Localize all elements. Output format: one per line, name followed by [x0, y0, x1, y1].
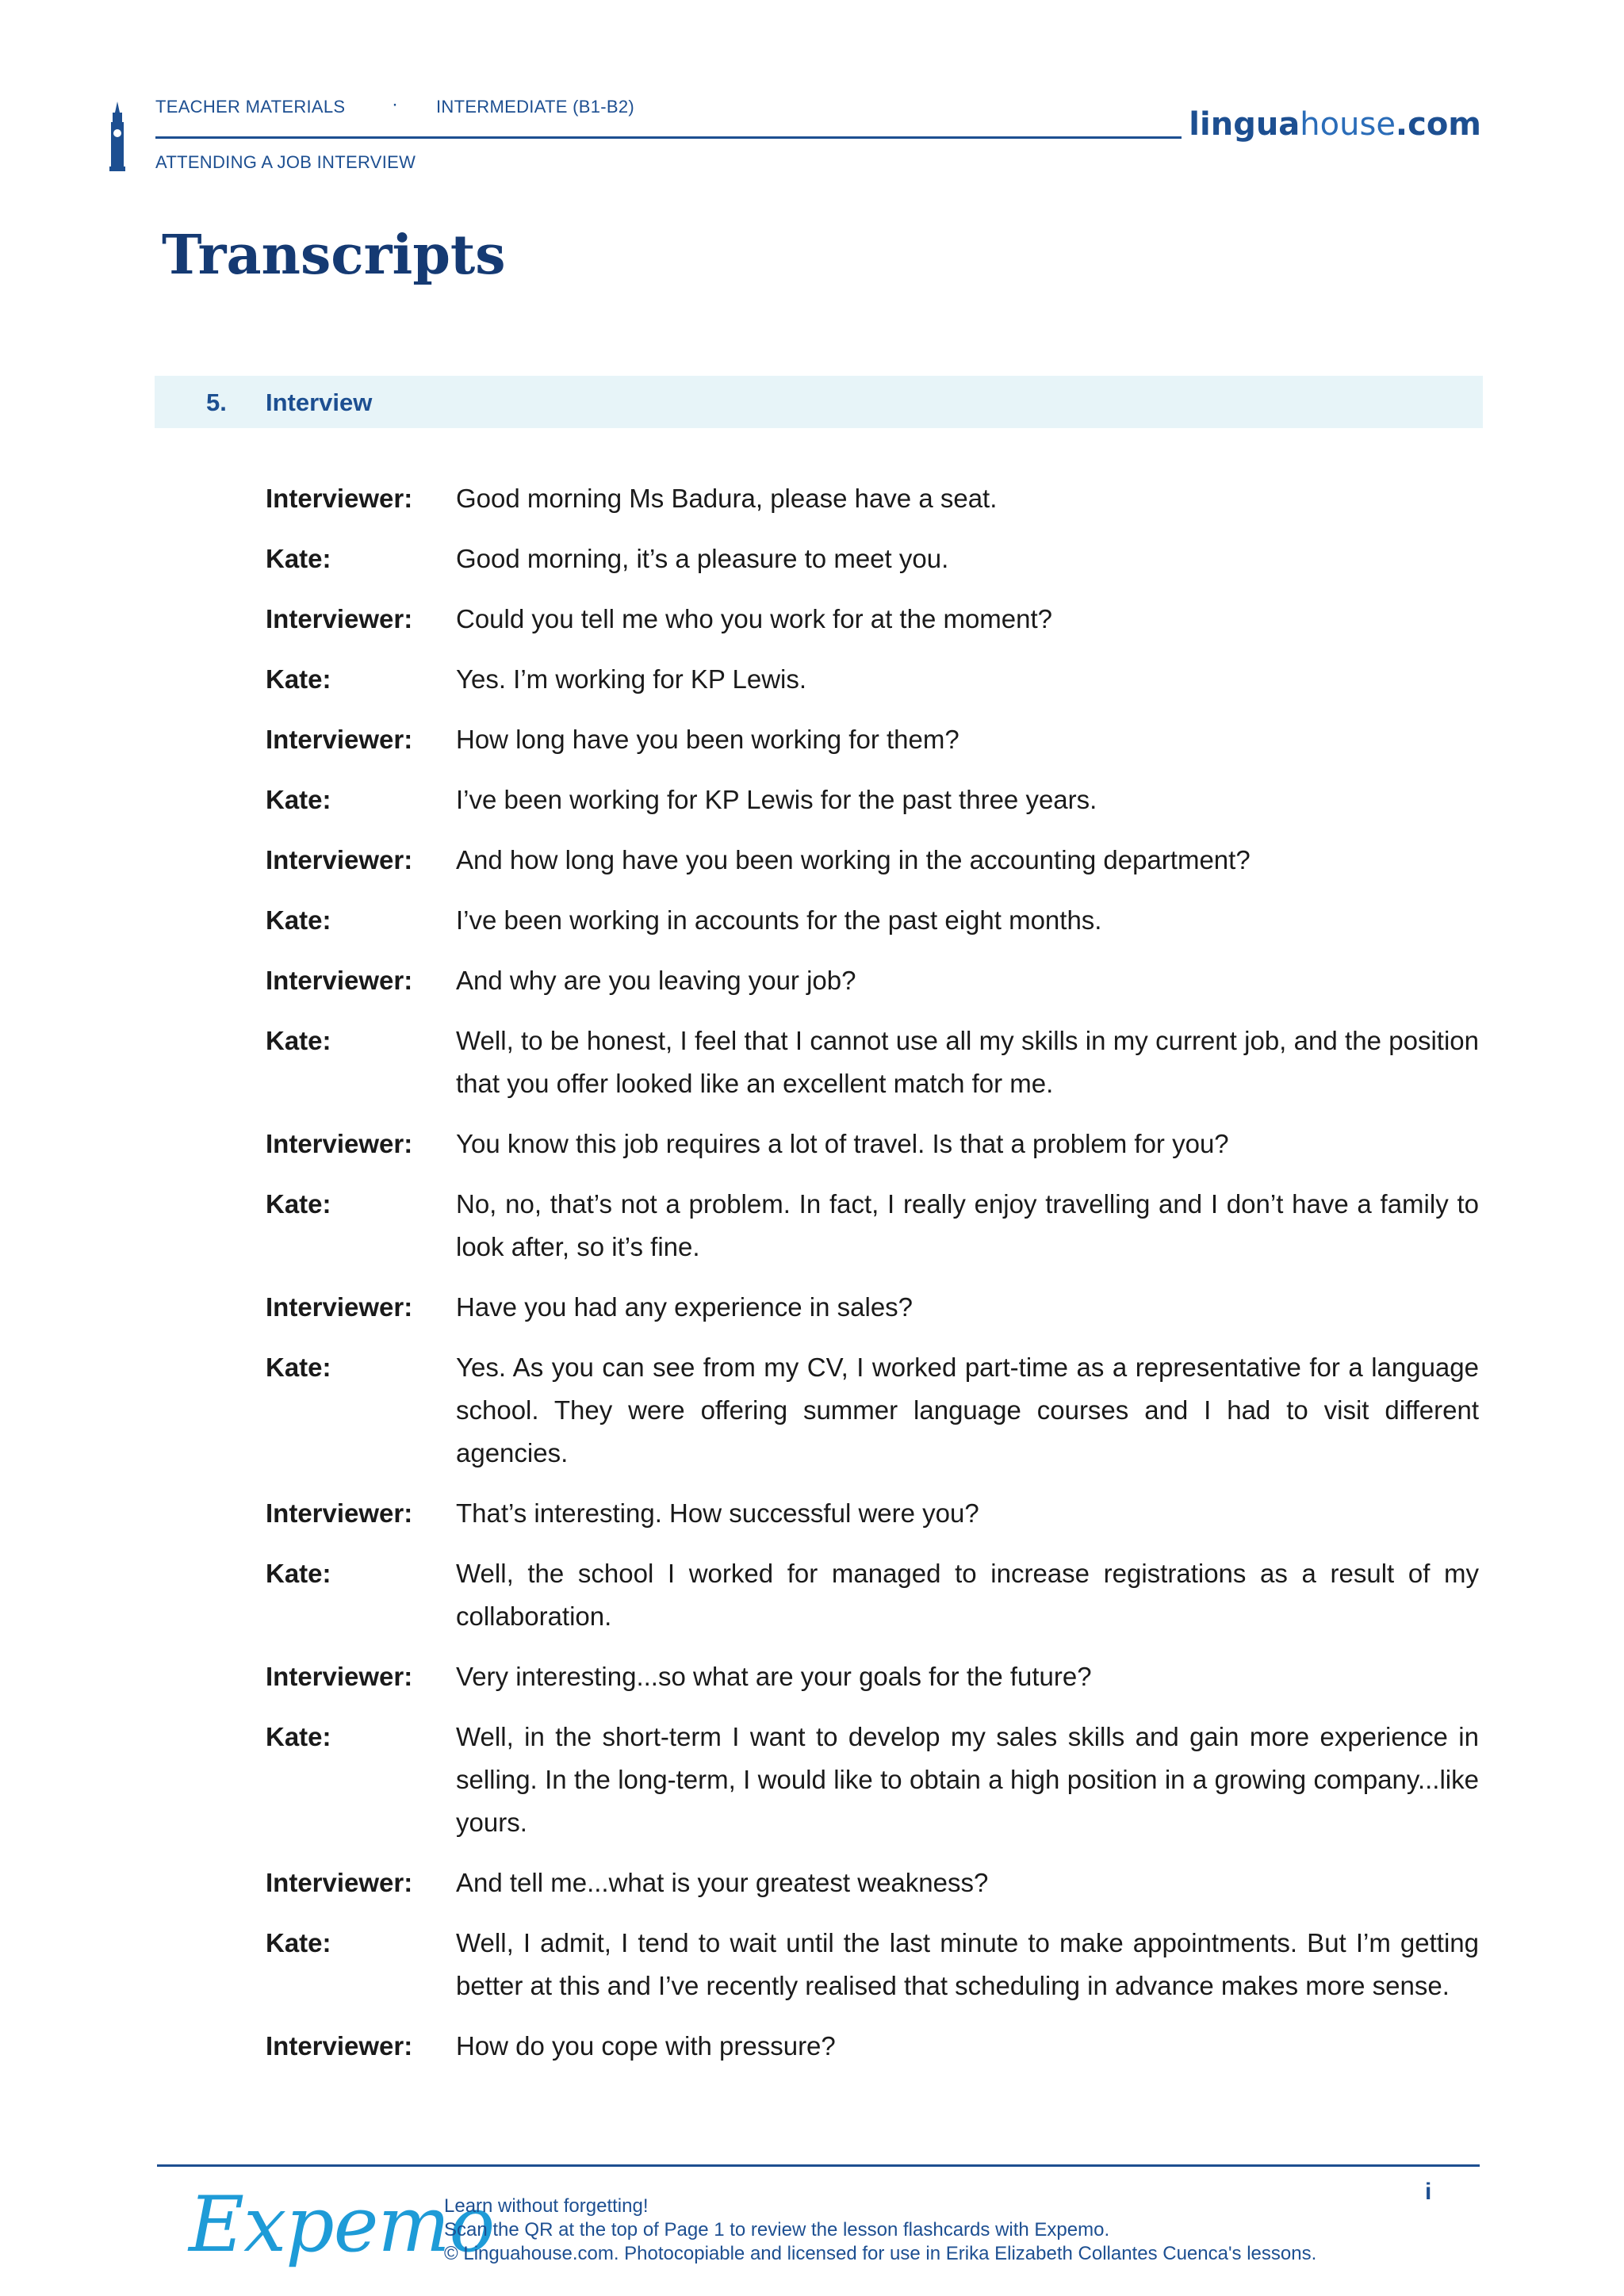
dialogue-text: Good morning, it’s a pleasure to meet you.: [456, 544, 949, 573]
dialogue-text: I’ve been working in accounts for the past eight months.: [456, 905, 1102, 935]
section-title: Interview: [266, 388, 373, 416]
footer-line-2: Scan the QR at the top of Page 1 to review the lesson flashcards with Expemo.: [444, 2219, 1110, 2241]
speaker-label: Kate:: [266, 1559, 331, 1588]
dialogue-line: [266, 959, 1479, 1002]
dialogue-text: Very interesting...so what are your goals for the future?: [456, 1662, 1092, 1691]
speaker-label: Kate:: [266, 544, 331, 573]
dialogue-line: [266, 658, 1479, 701]
dialogue-line: [266, 2025, 1479, 2068]
dialogue-text: No, no, that’s not a problem. In fact, I really enjoy travelling and I don’t have a family to look after, so it’s fine.: [456, 1189, 1479, 1261]
brand-logo: [1189, 106, 1481, 143]
dialogue-text: Well, to be honest, I feel that I cannot use all my skills in my current job, and the position that you offer looked like an excellent match for me.: [456, 1026, 1479, 1098]
speaker-label: Kate:: [266, 1353, 331, 1382]
header-category: TEACHER MATERIALS: [155, 97, 346, 117]
dialogue-line: [266, 779, 1479, 821]
dialogue-line: [266, 1655, 1479, 1698]
dialogue-line: [266, 1286, 1479, 1329]
section-number: 5.: [206, 388, 227, 416]
dialogue-text: That’s interesting. How successful were you?: [456, 1498, 979, 1528]
page-number: i: [1425, 2179, 1432, 2205]
speaker-label: Kate:: [266, 1189, 331, 1219]
brand-light: house: [1300, 106, 1396, 143]
expemo-logo: Expemo: [189, 2180, 495, 2269]
dialogue-line: [266, 1020, 1479, 1105]
speaker-label: Interviewer:: [266, 845, 413, 874]
footer-line-1: Learn without forgetting!: [444, 2195, 649, 2217]
dialogue-text: Could you tell me who you work for at the moment?: [456, 604, 1053, 633]
dialogue-line: [266, 1862, 1479, 1904]
speaker-label: Kate:: [266, 1928, 331, 1957]
speaker-label: Kate:: [266, 1026, 331, 1055]
dialogue-line: [266, 1922, 1479, 2007]
transcript-dialogue: [266, 477, 1479, 2085]
speaker-label: Interviewer:: [266, 1868, 413, 1897]
dialogue-text: I’ve been working for KP Lewis for the past three years.: [456, 785, 1097, 814]
dialogue-line: [266, 1346, 1479, 1475]
brand-bold: lingua: [1189, 106, 1300, 143]
speaker-label: Interviewer:: [266, 725, 413, 754]
header-level: INTERMEDIATE (B1-B2): [436, 97, 635, 117]
header-separator: ·: [392, 94, 398, 115]
dialogue-line: [266, 477, 1479, 520]
dialogue-text: How long have you been working for them?: [456, 725, 959, 754]
dialogue-text: And how long have you been working in the accounting department?: [456, 845, 1251, 874]
dialogue-text: How do you cope with pressure?: [456, 2031, 836, 2061]
page-title: Transcripts: [162, 224, 506, 287]
footer-line-3: © Linguahouse.com. Photocopiable and licensed for use in Erika Elizabeth Collantes Cuenca's lessons.: [444, 2243, 1317, 2264]
dialogue-text: And tell me...what is your greatest weakness?: [456, 1868, 989, 1897]
footer-text: [444, 2195, 1316, 2266]
dialogue-line: [266, 718, 1479, 761]
header-divider: [155, 136, 1182, 139]
big-ben-tower-icon: [106, 101, 128, 171]
dialogue-line: [266, 839, 1479, 882]
dialogue-text: Yes. As you can see from my CV, I worked part-time as a representative for a language school. They were offering summer language courses and I had to visit different agencies.: [456, 1353, 1479, 1468]
speaker-label: Kate:: [266, 664, 331, 694]
dialogue-line: [266, 598, 1479, 641]
dialogue-text: Have you had any experience in sales?: [456, 1292, 914, 1322]
dialogue-line: [266, 1123, 1479, 1165]
speaker-label: Interviewer:: [266, 484, 413, 513]
footer-divider: [157, 2164, 1480, 2167]
speaker-label: Interviewer:: [266, 966, 413, 995]
dialogue-line: [266, 1183, 1479, 1269]
dialogue-text: And why are you leaving your job?: [456, 966, 856, 995]
speaker-label: Kate:: [266, 785, 331, 814]
header-lesson-title: ATTENDING A JOB INTERVIEW: [155, 152, 416, 172]
speaker-label: Interviewer:: [266, 1662, 413, 1691]
dialogue-text: Good morning Ms Badura, please have a seat.: [456, 484, 998, 513]
speaker-label: Kate:: [266, 905, 331, 935]
dialogue-text: Well, I admit, I tend to wait until the last minute to make appointments. But I’m getting better at this and I’ve recently realised that scheduling in advance makes more sense.: [456, 1928, 1479, 2000]
dialogue-line: [266, 899, 1479, 942]
speaker-label: Interviewer:: [266, 1292, 413, 1322]
speaker-label: Interviewer:: [266, 1129, 413, 1158]
speaker-label: Interviewer:: [266, 2031, 413, 2061]
dialogue-line: [266, 538, 1479, 580]
speaker-label: Interviewer:: [266, 1498, 413, 1528]
dialogue-line: [266, 1552, 1479, 1638]
dialogue-text: You know this job requires a lot of travel. Is that a problem for you?: [456, 1129, 1229, 1158]
speaker-label: Interviewer:: [266, 604, 413, 633]
brand-tld: .com: [1395, 106, 1481, 143]
dialogue-line: [266, 1492, 1479, 1535]
dialogue-text: Well, in the short-term I want to develop my sales skills and gain more experience in selling. In the long-term, I would like to obtain a high position in a growing company...like yours.: [456, 1722, 1479, 1837]
dialogue-line: [266, 1716, 1479, 1844]
dialogue-text: Well, the school I worked for managed to increase registrations as a result of my collaboration.: [456, 1559, 1479, 1631]
speaker-label: Kate:: [266, 1722, 331, 1751]
dialogue-text: Yes. I’m working for KP Lewis.: [456, 664, 807, 694]
